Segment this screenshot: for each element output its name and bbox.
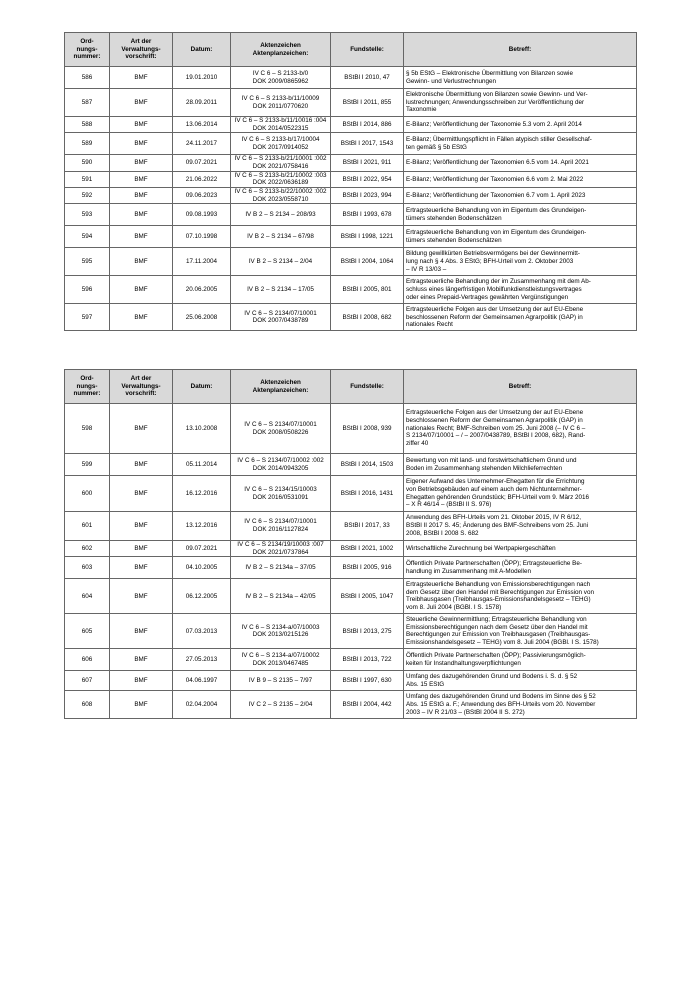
header-aktenzeichen: Aktenzeichen Aktenplanzeichen: (231, 33, 331, 67)
header-art: Art der Verwaltungs- vorschrift: (110, 33, 173, 67)
cell-aktenzeichen: IV C 6 – S 2134/07/10001 DOK 2016/1127824 (231, 512, 331, 541)
header-fundstelle: Fundstelle: (331, 370, 404, 404)
cell-aktenzeichen: IV B 2 – S 2134 – 67/98 (231, 226, 331, 248)
cell-ordnungsnummer: 595 (65, 248, 110, 276)
cell-fundstelle: BStBl I 1998, 1221 (331, 226, 404, 248)
cell-betreff: Ertragsteuerliche Behandlung von im Eigentum des Grundeigen- tümers stehenden Bodenschätzen (404, 204, 637, 226)
cell-betreff: Ertragsteuerliche Behandlung der im Zusammenhang mit dem Ab- schluss eines längerfristigen Mobilfunkdienstleistungsvertrages oder eines Prepaid-Vertrages gewährten Vergünstigungen (404, 276, 637, 304)
cell-datum: 02.04.2004 (173, 691, 231, 719)
cell-betreff: Bewertung von mit land- und forstwirtschaftlichem Grund und Boden im Zusammenhang stehenden Milchlieferrechten (404, 454, 637, 476)
header-betreff: Betreff: (404, 370, 637, 404)
cell-aktenzeichen: IV C 6 – S 2134-a/07/10002 DOK 2013/0467485 (231, 649, 331, 671)
cell-art: BMF (110, 512, 173, 541)
cell-art: BMF (110, 188, 173, 204)
cell-fundstelle: BStBl I 2004, 442 (331, 691, 404, 719)
cell-fundstelle: BStBl I 1997, 630 (331, 671, 404, 691)
cell-datum: 04.10.2005 (173, 557, 231, 579)
cell-ordnungsnummer: 593 (65, 204, 110, 226)
cell-ordnungsnummer: 591 (65, 171, 110, 187)
cell-ordnungsnummer: 606 (65, 649, 110, 671)
cell-aktenzeichen: IV C 6 – S 2133-b/11/10009 DOK 2011/0770620 (231, 89, 331, 117)
table-row (65, 226, 637, 248)
cell-datum: 16.12.2016 (173, 476, 231, 512)
cell-art: BMF (110, 404, 173, 454)
table-row (65, 541, 637, 557)
cell-art: BMF (110, 671, 173, 691)
cell-datum: 13.06.2014 (173, 117, 231, 133)
cell-fundstelle: BStBl I 2013, 275 (331, 614, 404, 649)
cell-ordnungsnummer: 592 (65, 188, 110, 204)
cell-datum: 13.12.2016 (173, 512, 231, 541)
cell-aktenzeichen: IV B 2 – S 2134 – 2/04 (231, 248, 331, 276)
cell-betreff: Eigener Aufwand des Unternehmer-Ehegatten für die Errichtung von Betriebsgebäuden auf einem auch dem Nichtunternehmer- Ehegatten gehörenden Grundstück; BFH-Urteil vom 9. März 2016 – X R 46/14 – (BStBl II S. 976) (404, 476, 637, 512)
cell-datum: 09.07.2021 (173, 541, 231, 557)
cell-fundstelle: BStBl I 2008, 939 (331, 404, 404, 454)
cell-art: BMF (110, 67, 173, 89)
cell-betreff: Ertragsteuerliche Folgen aus der Umsetzung der auf EU-Ebene beschlossenen Reform der Gemeinsamen Agrarpolitik (GAP) in nationales Recht; BMF-Schreiben vom 25. Juni 2008 (– IV C 6 – S 2134/07/10001 – / – 2007/0438789, BStBl I 2008, 682), Rand- ziffer 40 (404, 404, 637, 454)
table-row (65, 557, 637, 579)
table-row (65, 89, 637, 117)
cell-datum: 19.01.2010 (173, 67, 231, 89)
regulations-table-1 (64, 32, 637, 331)
cell-ordnungsnummer: 601 (65, 512, 110, 541)
header-fundstelle: Fundstelle: (331, 33, 404, 67)
table-row (65, 133, 637, 155)
table-row (65, 649, 637, 671)
cell-ordnungsnummer: 588 (65, 117, 110, 133)
cell-fundstelle: BStBl I 2017, 33 (331, 512, 404, 541)
cell-fundstelle: BStBl I 1993, 678 (331, 204, 404, 226)
cell-datum: 13.10.2008 (173, 404, 231, 454)
table-row (65, 614, 637, 649)
cell-ordnungsnummer: 586 (65, 67, 110, 89)
cell-betreff: Elektronische Übermittlung von Bilanzen sowie Gewinn- und Ver- lustrechnungen; Anwendungsschreiben zur Veröffentlichung der Taxonomie (404, 89, 637, 117)
cell-datum: 09.07.2021 (173, 155, 231, 171)
cell-art: BMF (110, 248, 173, 276)
cell-fundstelle: BStBl I 2005, 916 (331, 557, 404, 579)
cell-ordnungsnummer: 605 (65, 614, 110, 649)
cell-ordnungsnummer: 607 (65, 671, 110, 691)
cell-art: BMF (110, 133, 173, 155)
cell-fundstelle: BStBl I 2014, 886 (331, 117, 404, 133)
header-datum: Datum: (173, 33, 231, 67)
cell-art: BMF (110, 226, 173, 248)
cell-aktenzeichen: IV C 6 – S 2133-b/11/10016 :004 DOK 2014/0522315 (231, 117, 331, 133)
cell-betreff: Öffentlich Private Partnerschaften (ÖPP); Passivierungsmöglich- keiten für Instandhaltungsverpflichtungen (404, 649, 637, 671)
table-row (65, 579, 637, 614)
cell-betreff: Ertragsteuerliche Folgen aus der Umsetzung der auf EU-Ebene beschlossenen Reform der Gemeinsamen Agrarpolitik (GAP) in nationales Recht (404, 304, 637, 331)
cell-datum: 25.06.2008 (173, 304, 231, 331)
cell-fundstelle: BStBl I 2022, 954 (331, 171, 404, 187)
cell-fundstelle: BStBl I 2008, 682 (331, 304, 404, 331)
table-header (65, 33, 637, 67)
cell-aktenzeichen: IV C 6 – S 2134/07/10001 DOK 2007/0438789 (231, 304, 331, 331)
cell-fundstelle: BStBl I 2017, 1543 (331, 133, 404, 155)
cell-art: BMF (110, 276, 173, 304)
cell-aktenzeichen: IV C 6 – S 2133-b/22/10002 :002 DOK 2023/0558710 (231, 188, 331, 204)
cell-aktenzeichen: IV B 2 – S 2134 – 17/05 (231, 276, 331, 304)
cell-art: BMF (110, 304, 173, 331)
cell-betreff: Ertragsteuerliche Behandlung von Emissionsberechtigungen nach dem Gesetz über den Handel mit Berechtigungen zur Emission von Treibhausgasen (Treibhausgas-Emissionshandelsgesetz – TEHG) vom 8. Juli 2004 (BGBl. I S. 1578) (404, 579, 637, 614)
cell-art: BMF (110, 171, 173, 187)
header-ordnungsnummer: Ord- nungs- nummer: (65, 33, 110, 67)
table-row (65, 204, 637, 226)
cell-ordnungsnummer: 604 (65, 579, 110, 614)
table-row (65, 171, 637, 187)
cell-fundstelle: BStBl I 2016, 1431 (331, 476, 404, 512)
cell-betreff: Bildung gewillkürten Betriebsvermögens bei der Gewinnermitt- lung nach § 4 Abs. 3 EStG; BFH-Urteil vom 2. Oktober 2003 – IV R 13/03 – (404, 248, 637, 276)
table-row (65, 155, 637, 171)
cell-ordnungsnummer: 596 (65, 276, 110, 304)
cell-fundstelle: BStBl I 2021, 1002 (331, 541, 404, 557)
cell-betreff: E-Bilanz; Veröffentlichung der Taxonomie 5.3 vom 2. April 2014 (404, 117, 637, 133)
table-row (65, 476, 637, 512)
cell-betreff: E-Bilanz; Veröffentlichung der Taxonomien 6.5 vom 14. April 2021 (404, 155, 637, 171)
header-aktenzeichen: Aktenzeichen Aktenplanzeichen: (231, 370, 331, 404)
cell-aktenzeichen: IV C 6 – S 2134/07/10002 :002 DOK 2014/0943205 (231, 454, 331, 476)
cell-art: BMF (110, 579, 173, 614)
cell-betreff: E-Bilanz; Veröffentlichung der Taxonomien 6.6 vom 2. Mai 2022 (404, 171, 637, 187)
table-row (65, 67, 637, 89)
cell-fundstelle: BStBl I 2021, 911 (331, 155, 404, 171)
cell-ordnungsnummer: 589 (65, 133, 110, 155)
table-row (65, 304, 637, 331)
cell-art: BMF (110, 454, 173, 476)
cell-ordnungsnummer: 599 (65, 454, 110, 476)
cell-datum: 05.11.2014 (173, 454, 231, 476)
cell-aktenzeichen: IV B 2 – S 2134a – 37/05 (231, 557, 331, 579)
cell-aktenzeichen: IV C 6 – S 2133-b/21/10002 :003 DOK 2022/0636189 (231, 171, 331, 187)
cell-fundstelle: BStBl I 2023, 994 (331, 188, 404, 204)
cell-datum: 09.06.2023 (173, 188, 231, 204)
table-row (65, 404, 637, 454)
cell-betreff: Anwendung des BFH-Urteils vom 21. Oktober 2015, IV R 6/12, BStBl II 2017 S. 45; Änderung des BMF-Schreibens vom 25. Juni 2008, BStBl I 2008 S. 682 (404, 512, 637, 541)
cell-fundstelle: BStBl I 2013, 722 (331, 649, 404, 671)
table-row (65, 671, 637, 691)
cell-aktenzeichen: IV B 2 – S 2134a – 42/05 (231, 579, 331, 614)
cell-ordnungsnummer: 590 (65, 155, 110, 171)
cell-fundstelle: BStBl I 2011, 855 (331, 89, 404, 117)
table-header (65, 370, 637, 404)
cell-betreff: Ertragsteuerliche Behandlung von im Eigentum des Grundeigen- tümers stehenden Bodenschätzen (404, 226, 637, 248)
cell-aktenzeichen: IV C 6 – S 2133-b/0 DOK 2009/0865962 (231, 67, 331, 89)
cell-art: BMF (110, 649, 173, 671)
cell-aktenzeichen: IV C 6 – S 2134-a/07/10003 DOK 2013/0215126 (231, 614, 331, 649)
header-datum: Datum: (173, 370, 231, 404)
cell-datum: 27.05.2013 (173, 649, 231, 671)
cell-aktenzeichen: IV C 6 – S 2133-b/17/10004 DOK 2017/0914052 (231, 133, 331, 155)
cell-betreff: Umfang des dazugehörenden Grund und Bodens im Sinne des § 52 Abs. 15 EStG a. F.; Anwendung des BFH-Urteils vom 20. November 2003 – IV R 21/03 – (BStBl 2004 II S. 272) (404, 691, 637, 719)
cell-art: BMF (110, 89, 173, 117)
cell-aktenzeichen: IV C 6 – S 2134/15/10003 DOK 2016/0531091 (231, 476, 331, 512)
cell-aktenzeichen: IV C 6 – S 2134/07/10001 DOK 2008/0508226 (231, 404, 331, 454)
cell-aktenzeichen: IV B 9 – S 2135 – 7/97 (231, 671, 331, 691)
cell-datum: 20.06.2005 (173, 276, 231, 304)
cell-betreff: Umfang des dazugehörenden Grund und Bodens i. S. d. § 52 Abs. 15 EStG (404, 671, 637, 691)
cell-art: BMF (110, 117, 173, 133)
cell-datum: 09.08.1993 (173, 204, 231, 226)
cell-fundstelle: BStBl I 2005, 1047 (331, 579, 404, 614)
table-row (65, 276, 637, 304)
cell-datum: 04.06.1997 (173, 671, 231, 691)
table-body (65, 67, 637, 331)
cell-fundstelle: BStBl I 2010, 47 (331, 67, 404, 89)
cell-ordnungsnummer: 600 (65, 476, 110, 512)
table-row (65, 188, 637, 204)
cell-datum: 06.12.2005 (173, 579, 231, 614)
cell-art: BMF (110, 557, 173, 579)
cell-betreff: § 5b EStG – Elektronische Übermittlung von Bilanzen sowie Gewinn- und Verlustrechnungen (404, 67, 637, 89)
cell-ordnungsnummer: 587 (65, 89, 110, 117)
table-row (65, 691, 637, 719)
cell-ordnungsnummer: 602 (65, 541, 110, 557)
cell-art: BMF (110, 204, 173, 226)
cell-aktenzeichen: IV C 6 – S 2133-b/21/10001 :002 DOK 2021/0758416 (231, 155, 331, 171)
cell-art: BMF (110, 155, 173, 171)
cell-betreff: Steuerliche Gewinnermittlung; Ertragsteuerliche Behandlung von Emissionsberechtigungen nach dem Gesetz über den Handel mit Berechtigungen zur Emission von Treibhausgasen (Treibhausgas- Emissionshandelsgesetz – TEHG) vom 8. Juli 2004 (BGBl. I S. 1578) (404, 614, 637, 649)
cell-datum: 17.11.2004 (173, 248, 231, 276)
cell-ordnungsnummer: 603 (65, 557, 110, 579)
cell-datum: 07.10.1998 (173, 226, 231, 248)
header-ordnungsnummer: Ord- nungs- nummer: (65, 370, 110, 404)
header-art: Art der Verwaltungs- vorschrift: (110, 370, 173, 404)
table-row (65, 512, 637, 541)
cell-fundstelle: BStBl I 2004, 1064 (331, 248, 404, 276)
cell-datum: 07.03.2013 (173, 614, 231, 649)
cell-aktenzeichen: IV B 2 – S 2134 – 208/93 (231, 204, 331, 226)
table-row (65, 117, 637, 133)
table-body (65, 404, 637, 719)
cell-betreff: E-Bilanz; Übermittlungspflicht in Fällen atypisch stiller Gesellschaf- ten gemäß § 5b EStG (404, 133, 637, 155)
cell-betreff: E-Bilanz; Veröffentlichung der Taxonomien 6.7 vom 1. April 2023 (404, 188, 637, 204)
cell-datum: 24.11.2017 (173, 133, 231, 155)
cell-fundstelle: BStBl I 2014, 1503 (331, 454, 404, 476)
cell-ordnungsnummer: 598 (65, 404, 110, 454)
cell-betreff: Wirtschaftliche Zurechnung bei Wertpapiergeschäften (404, 541, 637, 557)
cell-aktenzeichen: IV C 2 – S 2135 – 2/04 (231, 691, 331, 719)
cell-art: BMF (110, 476, 173, 512)
cell-fundstelle: BStBl I 2005, 801 (331, 276, 404, 304)
cell-art: BMF (110, 541, 173, 557)
header-betreff: Betreff: (404, 33, 637, 67)
cell-ordnungsnummer: 594 (65, 226, 110, 248)
cell-ordnungsnummer: 608 (65, 691, 110, 719)
cell-betreff: Öffentlich Private Partnerschaften (ÖPP); Ertragsteuerliche Be- handlung im Zusammenhang mit A-Modellen (404, 557, 637, 579)
cell-art: BMF (110, 691, 173, 719)
table-row (65, 248, 637, 276)
cell-datum: 21.06.2022 (173, 171, 231, 187)
cell-datum: 28.09.2011 (173, 89, 231, 117)
cell-art: BMF (110, 614, 173, 649)
cell-ordnungsnummer: 597 (65, 304, 110, 331)
cell-aktenzeichen: IV C 6 – S 2134/19/10003 :007 DOK 2021/0737864 (231, 541, 331, 557)
table-row (65, 454, 637, 476)
regulations-table-2 (64, 369, 637, 719)
